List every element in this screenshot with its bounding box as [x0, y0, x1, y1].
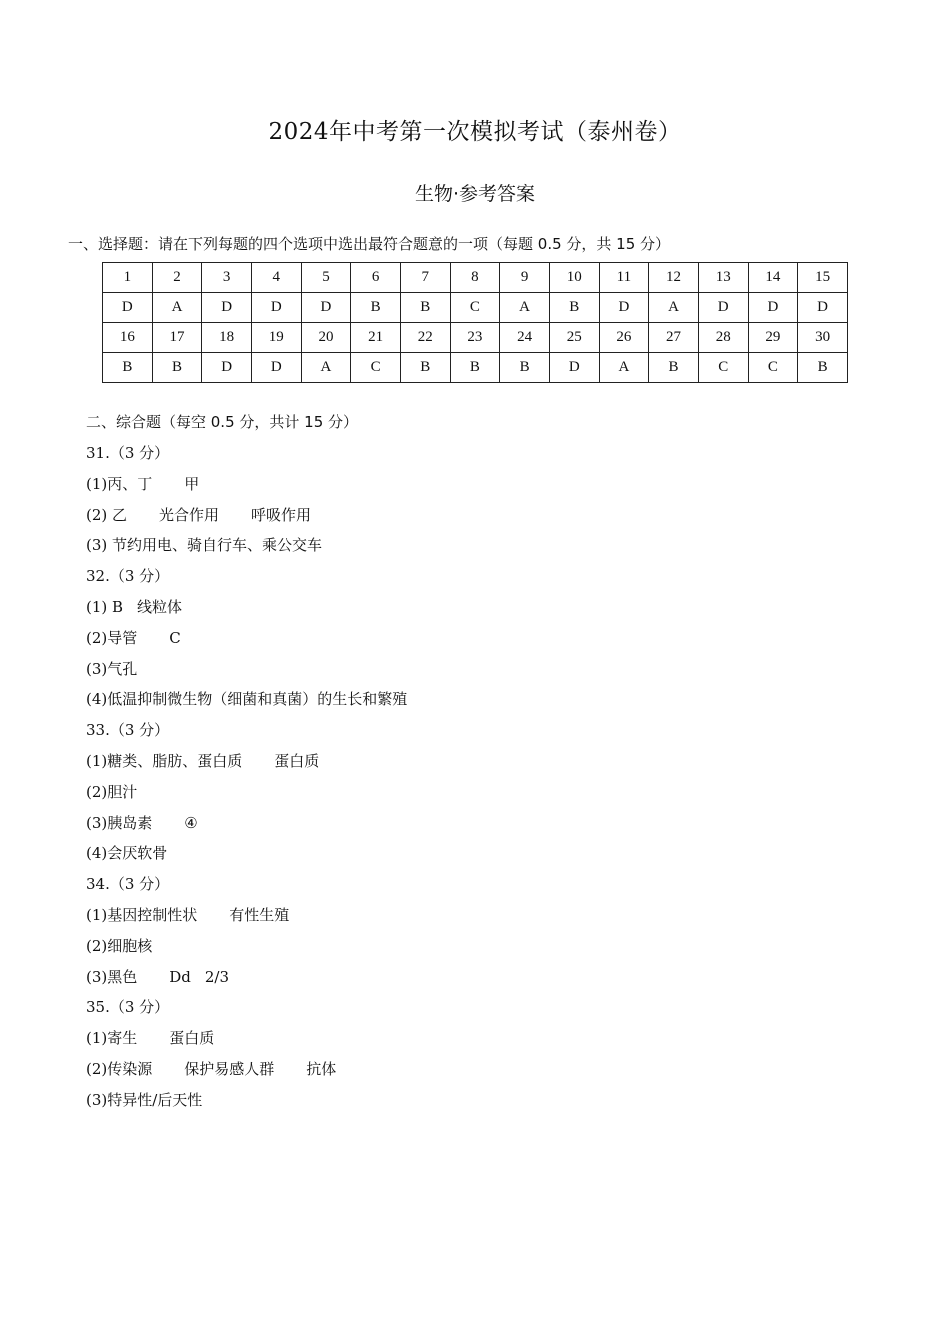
answer-row	[103, 353, 848, 383]
answer-line	[86, 935, 152, 956]
question-number-cell: 4	[251, 263, 301, 293]
answer-line	[86, 966, 229, 987]
answer-cell: D	[301, 293, 351, 323]
answer-cell: D	[748, 293, 798, 323]
answer-text: 甲	[184, 474, 200, 493]
answer-text: (1)寄生	[86, 1029, 138, 1048]
answer-cell: D	[599, 293, 649, 323]
answer-text: (2)胆汁	[86, 782, 138, 801]
answer-text: 抗体	[306, 1060, 337, 1078]
answer-cell: B	[649, 353, 699, 383]
question-heading	[86, 565, 169, 586]
answer-row	[103, 293, 848, 323]
question-number-cell: 1	[103, 263, 153, 293]
answer-cell: D	[251, 353, 301, 383]
question-heading	[86, 873, 169, 894]
answer-cell: D	[251, 293, 301, 323]
answer-line	[86, 1089, 202, 1110]
answer-cell: A	[301, 353, 351, 383]
question-number-cell: 23	[450, 323, 500, 353]
question-number-cell: 27	[649, 323, 699, 353]
answer-cell: B	[400, 293, 450, 323]
answer-cell: D	[698, 293, 748, 323]
question-number-cell: 21	[351, 323, 401, 353]
question-number-cell: 11	[599, 263, 649, 293]
answer-text: C	[169, 628, 181, 647]
answer-text: ④	[184, 813, 198, 832]
question-number-cell: 16	[103, 323, 153, 353]
answer-text: 33.（3 分）	[86, 721, 170, 740]
answer-cell: A	[649, 293, 699, 323]
answer-line	[86, 627, 181, 648]
answer-cell: B	[798, 353, 848, 383]
answer-text: 线粒体	[137, 598, 183, 616]
question-number-cell: 6	[351, 263, 401, 293]
answer-cell: D	[202, 353, 252, 383]
answer-text: (1)糖类、脂肪、蛋白质	[86, 752, 243, 770]
question-number-cell: 29	[748, 323, 798, 353]
answer-cell: B	[103, 353, 153, 383]
answer-table	[102, 262, 848, 383]
section2-heading: 二、综合题（每空 0.5 分，共计 15 分）	[86, 413, 359, 431]
answer-text: (3)黑色	[86, 967, 138, 986]
question-number-cell: 2	[152, 263, 202, 293]
answer-cell: D	[202, 293, 252, 323]
answer-text: 有性生殖	[229, 906, 290, 924]
answer-text: 34.（3 分）	[86, 875, 170, 894]
question-number-cell: 24	[500, 323, 550, 353]
question-number-row	[103, 323, 848, 353]
answer-line	[86, 1058, 336, 1079]
answer-text: (3)气孔	[86, 659, 138, 678]
answer-text: (2)细胞核	[86, 936, 153, 955]
answer-line	[86, 842, 167, 863]
answer-cell: B	[400, 353, 450, 383]
question-number-cell: 26	[599, 323, 649, 353]
answer-cell: B	[500, 353, 550, 383]
answer-line	[86, 534, 322, 555]
answer-cell: A	[599, 353, 649, 383]
question-number-cell: 30	[798, 323, 848, 353]
answer-text: (4)会厌软骨	[86, 844, 168, 863]
answer-line	[86, 658, 137, 679]
question-number-row	[103, 263, 848, 293]
question-number-cell: 5	[301, 263, 351, 293]
question-number-cell: 12	[649, 263, 699, 293]
answer-text: 呼吸作用	[251, 505, 312, 524]
answer-line	[86, 904, 289, 925]
answer-text: (2)传染源	[86, 1060, 153, 1078]
question-number-cell: 13	[698, 263, 748, 293]
answer-text: (3) 节约用电、骑自行车、乘公交车	[86, 536, 323, 555]
answer-text: 蛋白质	[274, 752, 320, 770]
answer-line	[86, 688, 407, 709]
question-heading	[86, 442, 169, 463]
question-number-cell: 28	[698, 323, 748, 353]
question-number-cell: 3	[202, 263, 252, 293]
page-title: 2024年中考第一次模拟考试（泰州卷）	[268, 119, 682, 145]
question-number-cell: 18	[202, 323, 252, 353]
answer-line	[86, 504, 311, 525]
answer-cell: B	[450, 353, 500, 383]
question-number-cell: 10	[549, 263, 599, 293]
answer-line	[86, 1027, 214, 1048]
answer-line	[86, 812, 198, 833]
answer-cell: C	[450, 293, 500, 323]
answer-cell: C	[351, 353, 401, 383]
answer-cell: B	[152, 353, 202, 383]
answer-text: Dd	[169, 967, 191, 986]
question-number-cell: 8	[450, 263, 500, 293]
answer-cell: A	[500, 293, 550, 323]
answer-text: 35.（3 分）	[86, 998, 170, 1017]
answer-text: 2/3	[204, 967, 230, 986]
question-number-cell: 20	[301, 323, 351, 353]
answer-line	[86, 596, 182, 617]
question-number-cell: 25	[549, 323, 599, 353]
question-number-cell: 15	[798, 263, 848, 293]
question-heading	[86, 719, 169, 740]
question-number-cell: 19	[251, 323, 301, 353]
answer-line	[86, 781, 137, 802]
answer-text: (2) 乙	[86, 505, 128, 524]
answer-line	[86, 750, 319, 771]
answer-text: (3)特异性/后天性	[86, 1090, 203, 1109]
question-number-cell: 14	[748, 263, 798, 293]
answer-text: (4)低温抑制微生物（细菌和真菌）的生长和繁殖	[86, 690, 408, 709]
answer-text: 蛋白质	[169, 1029, 215, 1048]
question-number-cell: 22	[400, 323, 450, 353]
question-heading	[86, 996, 169, 1017]
answer-text: (1) B	[86, 598, 124, 616]
answer-cell: A	[152, 293, 202, 323]
answer-text: (2)导管	[86, 628, 138, 647]
page-subtitle: 生物·参考答案	[414, 183, 536, 205]
question-number-cell: 17	[152, 323, 202, 353]
answer-text: 保护易感人群	[184, 1060, 275, 1078]
answer-line	[86, 473, 199, 494]
section1-heading: 一、选择题：请在下列每题的四个选项中选出最符合题意的一项（每题 0.5 分，共 15 分）	[68, 235, 671, 253]
answer-text: (1)丙、丁	[86, 474, 153, 493]
answer-text: 光合作用	[159, 505, 220, 524]
answer-cell: D	[549, 353, 599, 383]
answer-text: 32.（3 分）	[86, 567, 170, 586]
answer-cell: B	[549, 293, 599, 323]
answer-cell: C	[698, 353, 748, 383]
answer-text: (3)胰岛素	[86, 813, 153, 832]
answer-cell: D	[103, 293, 153, 323]
answer-text: (1)基因控制性状	[86, 906, 198, 924]
answer-cell: B	[351, 293, 401, 323]
question-number-cell: 9	[500, 263, 550, 293]
answer-cell: C	[748, 353, 798, 383]
answer-cell: D	[798, 293, 848, 323]
question-number-cell: 7	[400, 263, 450, 293]
answer-text: 31.（3 分）	[86, 444, 170, 462]
